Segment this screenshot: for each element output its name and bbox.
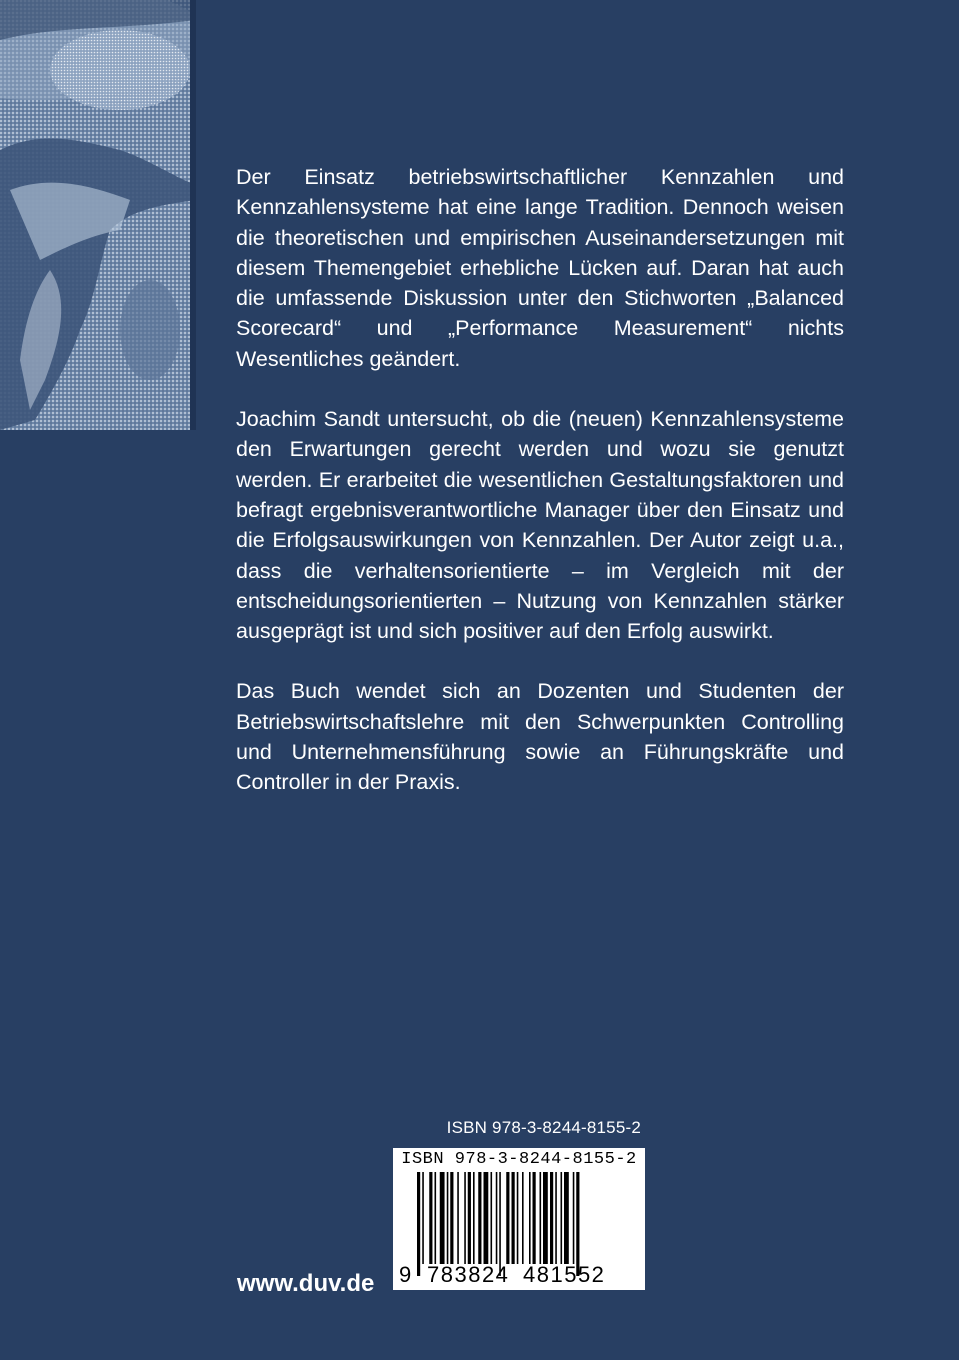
barcode-bar bbox=[550, 1172, 553, 1264]
blurb-paragraph-1: Der Einsatz betriebswirtschaftlicher Kennzahlen und Kennzahlensysteme hat eine lange Tradition. Dennoch weisen die theoretischen und empirischen Auseinandersetzungen mit diesem Themengebiet erhebliche Lücken auf. Daran hat auch die umfassende Diskussion unter den Stichworten „Balanced Scorecard“ und „Performance Measurement“ nichts Wesentliches geändert. bbox=[236, 165, 844, 371]
barcode-bar bbox=[440, 1172, 445, 1264]
barcode-bar bbox=[555, 1172, 557, 1264]
barcode-bar bbox=[429, 1172, 432, 1264]
barcode-bar bbox=[506, 1172, 509, 1264]
barcode-bar bbox=[576, 1172, 579, 1276]
barcode-bar bbox=[564, 1172, 569, 1264]
globe-illustration bbox=[0, 0, 196, 430]
barcode-digit-group-2: 481552 bbox=[523, 1262, 606, 1287]
barcode bbox=[393, 1148, 645, 1290]
barcode-bar bbox=[533, 1172, 536, 1264]
blurb-text bbox=[236, 162, 844, 828]
barcode-digit-group-1: 783824 bbox=[427, 1262, 510, 1287]
barcode-bar bbox=[457, 1172, 459, 1264]
barcode-bar bbox=[435, 1172, 437, 1264]
blurb-paragraph-3: Das Buch wendet sich an Dozenten und Studenten der Betriebswirtschaftslehre mit den Schwerpunkten Controlling und Unternehmensführung sowie an Führungskräfte und Controller in der Praxis. bbox=[236, 679, 844, 795]
barcode-bar bbox=[484, 1172, 489, 1264]
barcode-bar bbox=[522, 1172, 524, 1264]
barcode-bar bbox=[422, 1172, 424, 1264]
blurb-paragraph-2: Joachim Sandt untersucht, ob die (neuen) Kennzahlensysteme den Erwartungen gerecht werden und wozu sie genutzt werden. Er erarbeitet die wesentlichen Gestaltungsfaktoren und befragt ergebnisverantwortliche Manager über den Einsatz und die Erfolgsauswirkungen von Kennzahlen. Der Autor zeigt u.a., dass die verhaltensorientierte – im Vergleich mit der entscheidungsorientierten – Nutzung von Kennzahlen stärker ausgeprägt ist und sich positiver auf den Erfolg auswirkt. bbox=[236, 407, 844, 644]
publisher-website: www.duv.de bbox=[237, 1270, 375, 1297]
barcode-bar bbox=[512, 1172, 515, 1264]
barcode-bar bbox=[529, 1172, 531, 1264]
barcode-bar bbox=[543, 1172, 548, 1264]
barcode-isbn-line: ISBN 978-3-8244-8155-2 bbox=[401, 1150, 637, 1169]
barcode-digit-first: 9 bbox=[399, 1262, 412, 1287]
barcode-bar bbox=[417, 1172, 420, 1276]
barcode-bar bbox=[491, 1172, 493, 1264]
barcode-bar bbox=[464, 1172, 466, 1264]
barcode-bar bbox=[450, 1172, 453, 1264]
barcode-bar bbox=[447, 1172, 449, 1264]
barcode-bar bbox=[540, 1172, 542, 1264]
barcode-bar bbox=[468, 1172, 471, 1264]
barcode-bar bbox=[561, 1172, 563, 1264]
barcode-bar bbox=[499, 1172, 501, 1276]
barcode-bar bbox=[478, 1172, 481, 1264]
barcode-bar bbox=[573, 1172, 575, 1264]
isbn-label: ISBN 978-3-8244-8155-2 bbox=[446, 1118, 641, 1137]
barcode-bar bbox=[473, 1172, 475, 1264]
barcode-bar bbox=[496, 1172, 498, 1264]
barcode-bar bbox=[517, 1172, 519, 1264]
